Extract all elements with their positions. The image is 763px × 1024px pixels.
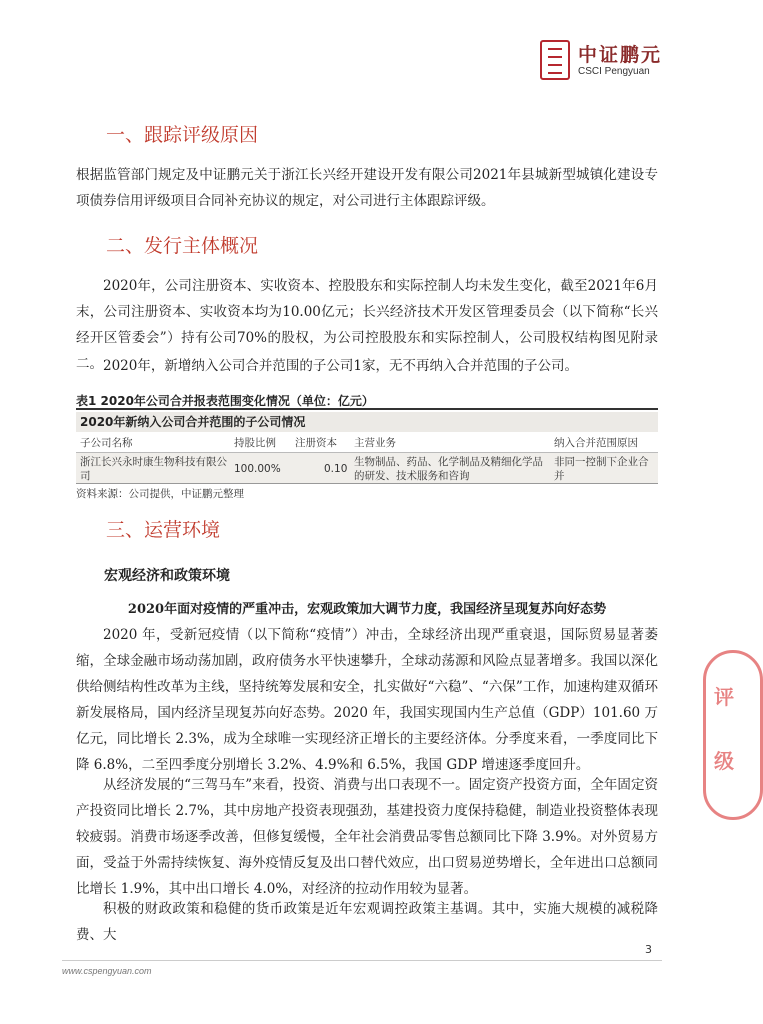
col-header-share: 持股比例 bbox=[234, 437, 276, 449]
cell-name: 浙江长兴永时康生物科技有限公司 bbox=[80, 456, 227, 482]
table-top-rule bbox=[76, 408, 658, 410]
page-number: 3 bbox=[645, 943, 652, 956]
table-caption: 表1 2020年公司合并报表范围变化情况（单位：亿元） bbox=[76, 394, 374, 408]
table-header-text: 2020年新纳入公司合并范围的子公司情况 bbox=[80, 415, 306, 429]
logo-emblem-icon bbox=[540, 40, 570, 80]
col-header-reason: 纳入合并范围原因 bbox=[554, 437, 638, 449]
rating-stamp bbox=[703, 650, 763, 820]
brand-logo bbox=[540, 40, 690, 84]
cell-share: 100.00% bbox=[234, 463, 281, 475]
section-2-heading: 二、发行主体概况 bbox=[106, 235, 259, 257]
section-2-paragraph-1: 2020年，公司注册资本、实收资本、控股股东和实际控制人均未发生变化，截至2021年6月末，公司注册资本、实收资本均为10.00亿元；长兴经济技术开发区管理委员会（以下简称“长兴经开区管委会”）持有公司70%的股权，为公司控股股东和实际控制人，公司股权结构图见附录二。 bbox=[76, 278, 658, 372]
stamp-char-1: 评 bbox=[714, 685, 734, 709]
footer-divider bbox=[62, 960, 662, 961]
section-3-paragraph-3: 积极的财政政策和稳健的货币政策是近年宏观调控政策主基调。其中，实施大规模的减税降费、大 bbox=[76, 901, 658, 943]
table-column-headers bbox=[76, 434, 658, 453]
cell-business: 生物制品、药品、化学制品及精细化学品的研发、技术服务和咨询 bbox=[354, 456, 543, 482]
section-3-paragraph-2: 从经济发展的“三驾马车”来看，投资、消费与出口表现不一。固定资产投资方面，全年固定资产投资同比增长 2.7%，其中房地产投资表现强劲，基建投资力度保持稳健，制造业投资整体表现较疲弱。消费市场逐季改善，但修复缓慢，全年社会消费品零售总额同比下降 3.9%。对外贸易方面，受益于外需持续恢复、海外疫情反复及出口替代效应，出口贸易逆势增长，全年进出口总额同比增长 1.9%，其中出口增长 4.0%，对经济的拉动作用较为显著。 bbox=[76, 777, 658, 897]
section-3-heading: 三、运营环境 bbox=[106, 519, 221, 541]
logo-name-en: CSCI Pengyuan bbox=[578, 66, 650, 77]
logo-name-cn: 中证鹏元 bbox=[578, 44, 663, 66]
section-1-heading: 一、跟踪评级原因 bbox=[106, 124, 259, 146]
table-row bbox=[76, 453, 658, 484]
table-header bbox=[76, 412, 658, 432]
cell-reason: 非同一控制下企业合并 bbox=[554, 456, 649, 482]
stamp-char-2: 级 bbox=[714, 749, 734, 773]
section-3-paragraph-1: 2020 年，受新冠疫情（以下简称“疫情”）冲击，全球经济出现严重衰退，国际贸易显著萎缩，全球金融市场动荡加剧，政府债务水平快速攀升，全球动荡源和风险点显著增多。我国以深化供给侧结构性改革为主线，坚持统筹发展和安全，扎实做好“六稳”、“六保”工作，加速构建双循环新发展格局，国内经济呈现复苏向好态势。2020 年，我国实现国内生产总值（GDP）101.60 万亿元，同比增长 2.3%，成为全球唯一实现经济正增长的主要经济体。分季度来看，一季度同比下降 6.8%，二至四季度分别增长 3.2%、4.9%和 6.5%，我国 GDP 增速逐季度回升。 bbox=[76, 627, 658, 773]
col-header-capital: 注册资本 bbox=[295, 437, 337, 449]
footer-url: www.cspengyuan.com bbox=[62, 966, 152, 976]
cell-capital: 0.10 bbox=[324, 463, 348, 475]
section-1-paragraph: 根据监管部门规定及中证鹏元关于浙江长兴经开建设开发有限公司2021年县城新型城镇化建设专项债券信用评级项目合同补充协议的规定，对公司进行主体跟踪评级。 bbox=[76, 167, 658, 209]
col-header-name: 子公司名称 bbox=[80, 437, 133, 449]
subsection-heading: 宏观经济和政策环境 bbox=[104, 568, 230, 584]
section-2-paragraph-2: 2020年，新增纳入公司合并范围的子公司1家，无不再纳入合并范围的子公司。 bbox=[103, 358, 578, 374]
table-source: 资料来源：公司提供，中证鹏元整理 bbox=[76, 488, 244, 500]
bold-summary-title: 2020年面对疫情的严重冲击，宏观政策加大调节力度，我国经济呈现复苏向好态势 bbox=[127, 602, 607, 617]
col-header-business: 主营业务 bbox=[354, 437, 396, 449]
